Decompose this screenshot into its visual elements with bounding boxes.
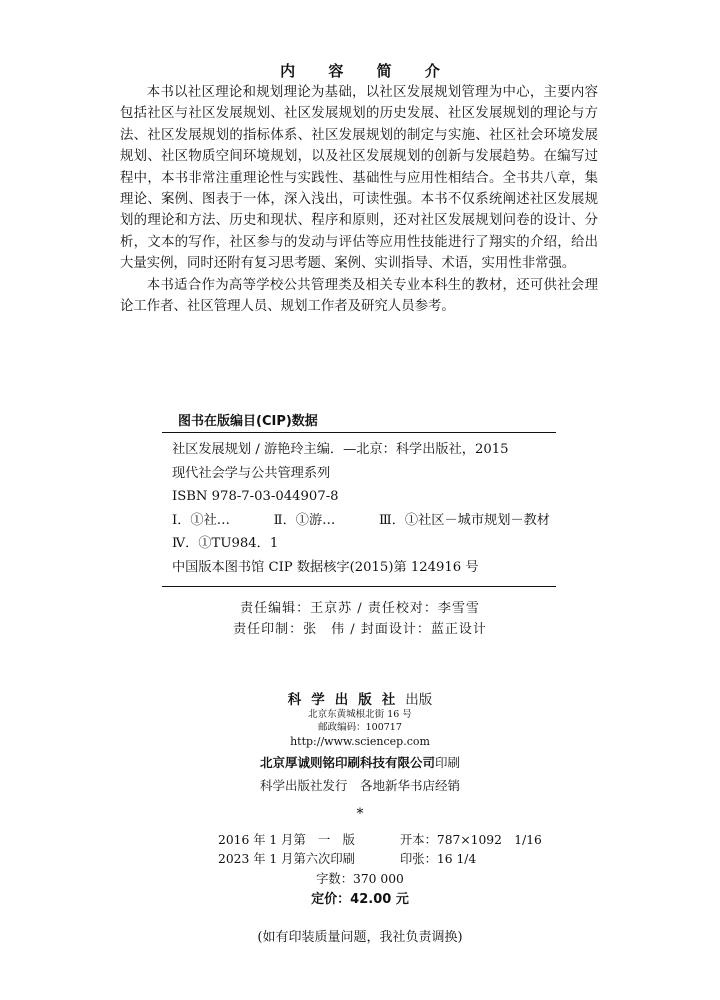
separator-star: * bbox=[356, 806, 364, 822]
intro-title: 内 容 简 介 bbox=[280, 62, 454, 80]
cip-clc-line: Ⅳ．①TU984．1 bbox=[172, 536, 279, 552]
intro-paragraph-2: 本书适合作为高等学校公共管理类及相关专业本科生的教材，还可供社会理论工作者、社区管理人员、规划工作者及研究人员参考。 bbox=[120, 277, 598, 315]
publisher-address: 北京东黄城根北街 16 号 bbox=[308, 709, 412, 720]
price: 定价：42.00 元 bbox=[311, 892, 409, 907]
publisher-block bbox=[0, 688, 720, 798]
publisher-postcode: 邮政编码：100717 bbox=[318, 722, 402, 733]
imprint-block bbox=[0, 831, 720, 911]
format-info: 开本：787×1092 1/16 bbox=[400, 833, 542, 847]
imprint-print-row bbox=[0, 850, 720, 869]
sheets-info: 印张：16 1/4 bbox=[400, 852, 477, 866]
publisher-name: 科学出版社 bbox=[287, 692, 406, 708]
intro-body bbox=[120, 82, 598, 317]
printer-suffix: 印刷 bbox=[435, 755, 461, 770]
cip-classification-line bbox=[162, 509, 556, 533]
cip-series-line: 现代社会学与公共管理系列 bbox=[172, 465, 331, 481]
publisher-name-line bbox=[0, 688, 720, 708]
distribution-line: 科学出版社发行 各地新华书店经销 bbox=[259, 778, 460, 793]
cip-record-line: 中国版本图书馆 CIP 数据核字(2015)第 124916 号 bbox=[172, 559, 479, 575]
cip-class-part-1: Ⅰ．①社… bbox=[172, 512, 230, 528]
intro-paragraph-1: 本书以社区理论和规划理论为基础，以社区发展规划管理为中心，主要内容包括社区与社区发展规划、社区发展规划的历史发展、社区发展规划的理论与方法、社区发展规划的指标体系、社区发展规划的制定与实施、社区社会环境发展规划、社区物质空间环境规划，以及社区发展规划的创新与发展趋势。在编写过程中，本书非常注重理论性与实践性、基础性与应用性相结合。全书共八章，集理论、案例、图表于一体，深入浅出，可读性强。本书不仅系统阐述社区发展规划的理论和方法、历史和现状、程序和原则，还对社区发展规划问卷的设计、分析，文本的写作，社区参与的发动与评估等应用性技能进行了翔实的介绍，给出大量实例，同时还附有复习思考题、案例、实训指导、术语，实用性非常强。 bbox=[120, 85, 598, 272]
editors-line-1: 责任编辑：王京苏 / 责任校对：李雪雪 bbox=[240, 601, 480, 616]
edition-date: 2016 年 1 月第 一 版 bbox=[218, 833, 355, 847]
cip-class-part-2: Ⅱ．①游… bbox=[273, 512, 336, 528]
editors-block bbox=[0, 598, 720, 640]
cip-data-block bbox=[162, 432, 556, 587]
word-count: 字数：370 000 bbox=[316, 872, 404, 886]
quality-note: (如有印装质量问题，我社负责调换) bbox=[257, 930, 463, 945]
printer-name: 北京厚诚则铭印刷科技有限公司 bbox=[259, 755, 435, 770]
publisher-url: http://www.sciencep.com bbox=[290, 735, 430, 748]
editors-line-2: 责任印制：张 伟 / 封面设计：蓝正设计 bbox=[233, 622, 487, 637]
print-date: 2023 年 1 月第六次印刷 bbox=[218, 852, 355, 866]
imprint-edition-row bbox=[0, 831, 720, 850]
cip-class-part-3: Ⅲ．①社区－城市规划－教材 bbox=[379, 512, 550, 528]
publisher-name-suffix: 出版 bbox=[405, 692, 433, 708]
cip-heading: 图书在版编目(CIP)数据 bbox=[178, 414, 318, 429]
cip-title-line: 社区发展规划 / 游艳玲主编．—北京：科学出版社，2015 bbox=[172, 442, 509, 457]
printer-line bbox=[0, 752, 720, 774]
cip-isbn-line: ISBN 978-7-03-044907-8 bbox=[172, 489, 339, 505]
